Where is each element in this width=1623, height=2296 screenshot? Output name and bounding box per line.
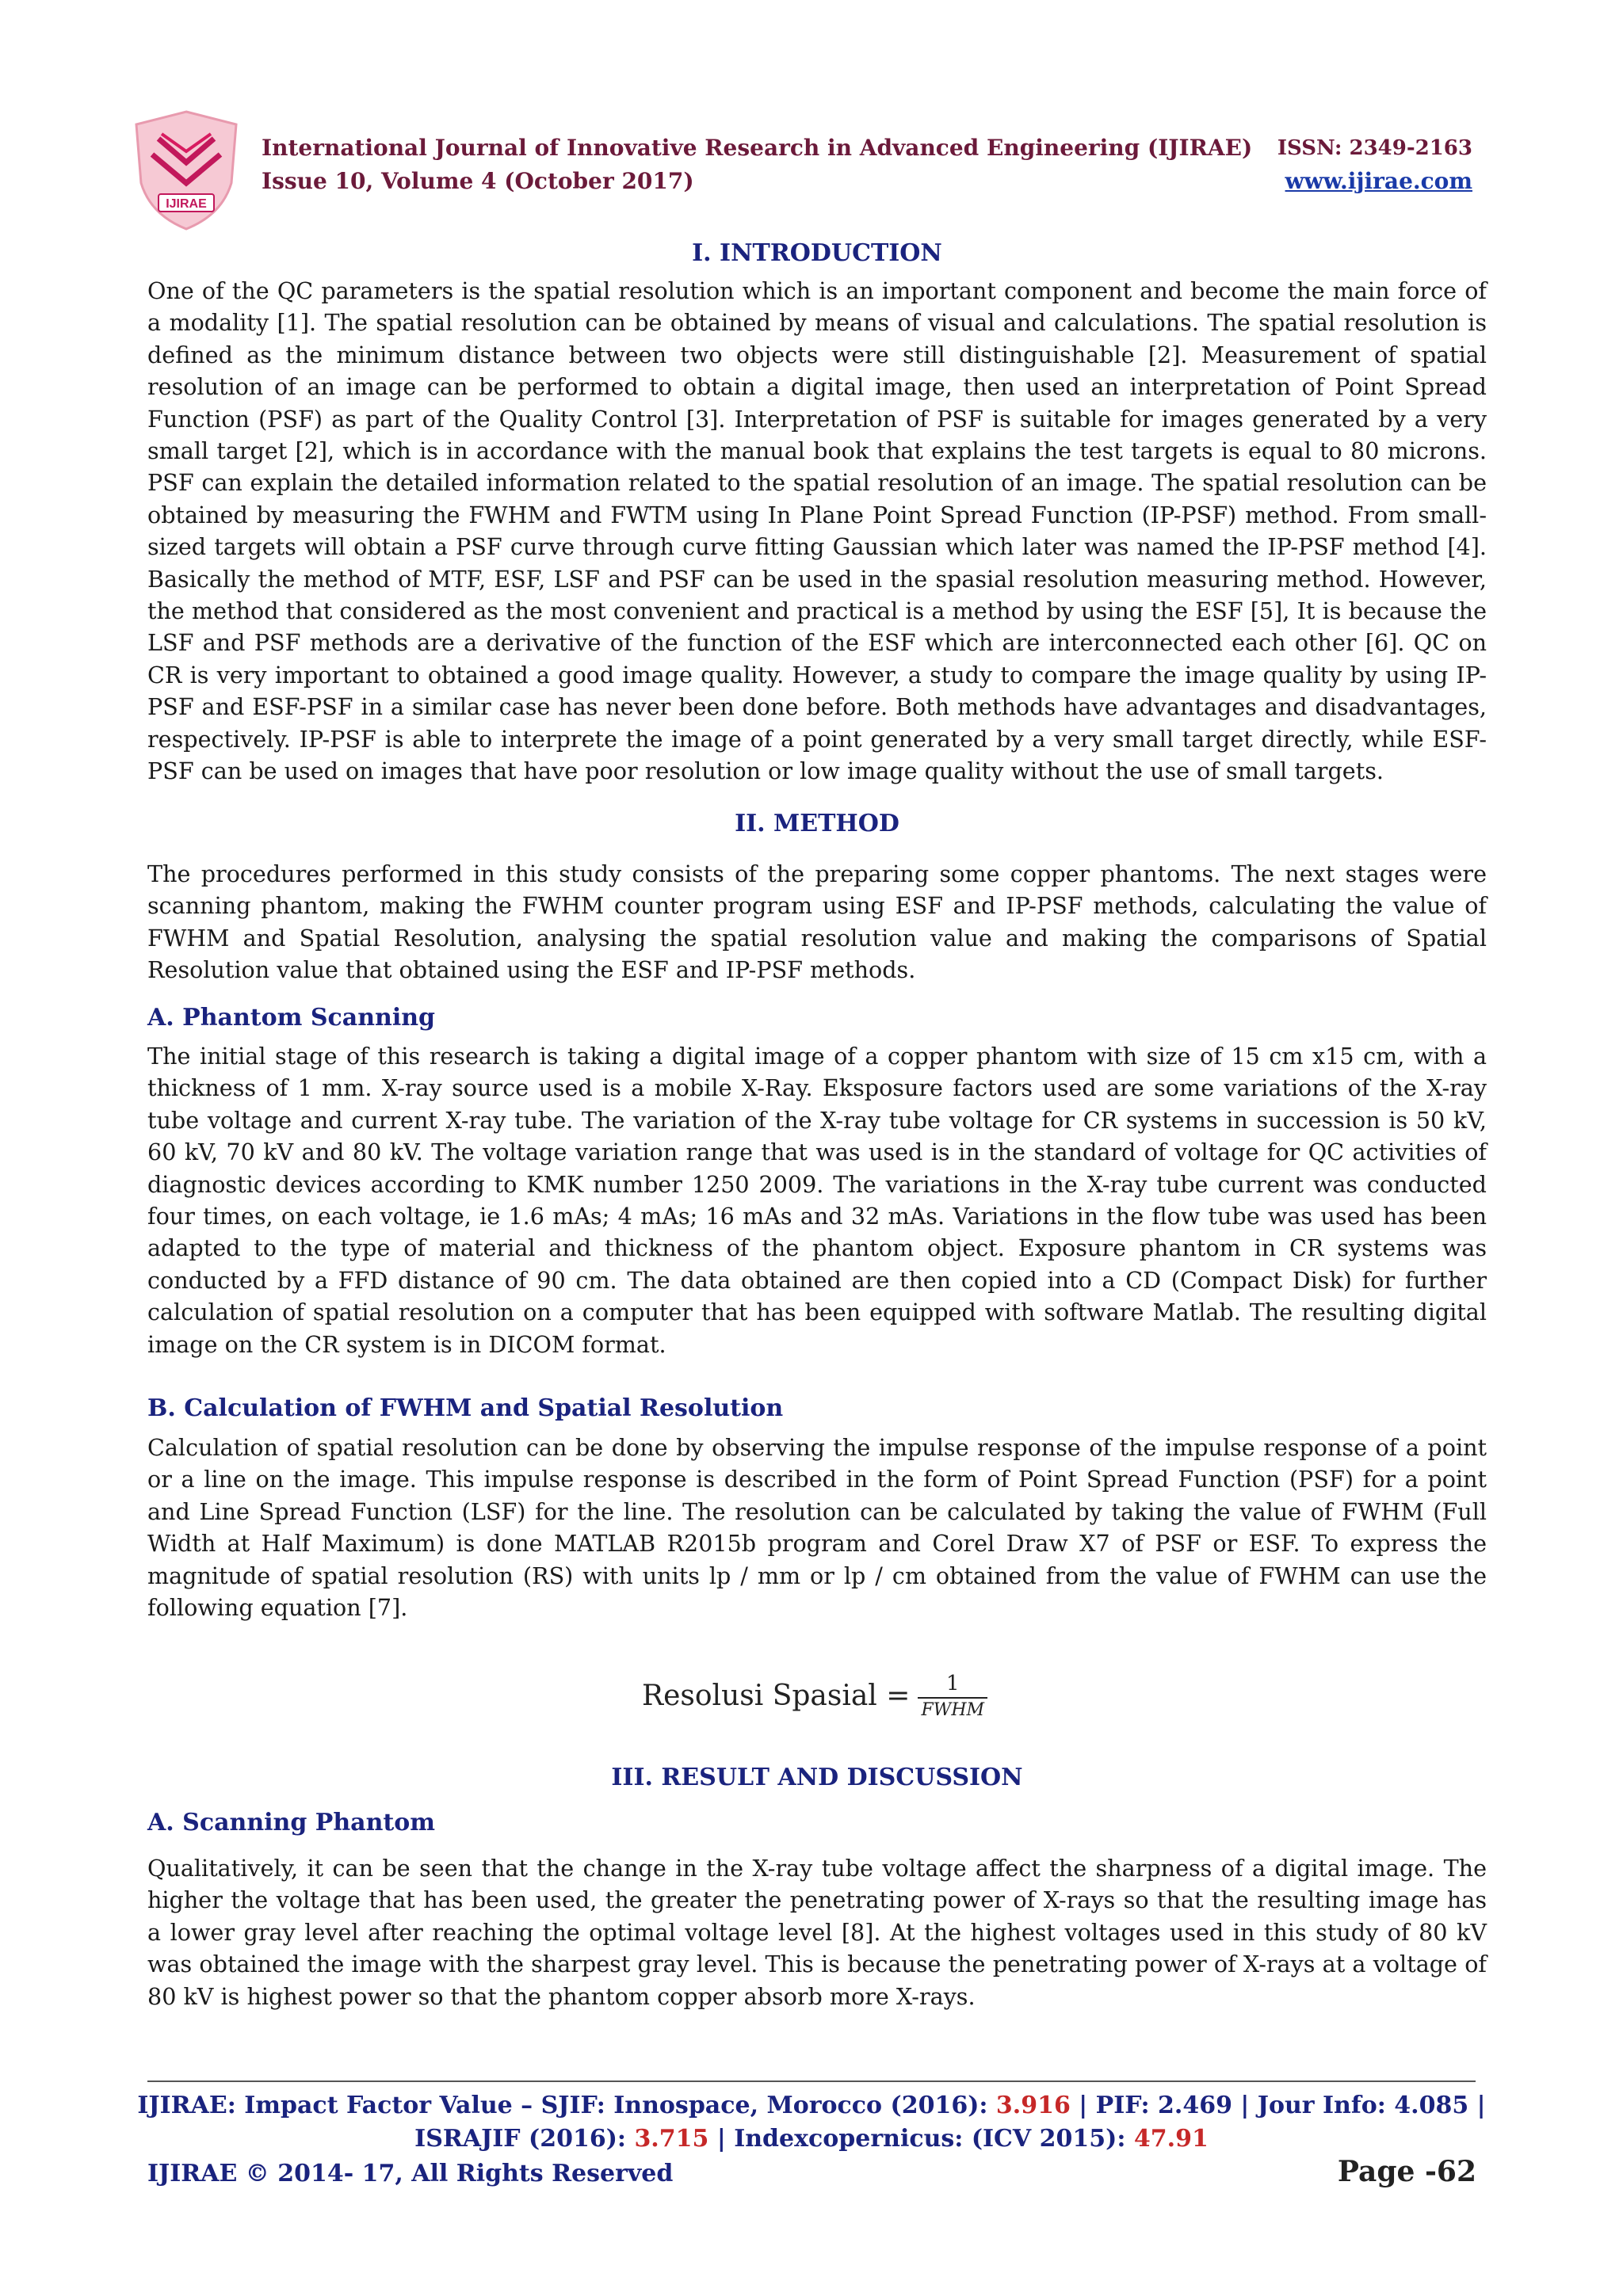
- equation-denominator: FWHM: [921, 1699, 985, 1720]
- subsection-title-phantom-scanning: A. Phantom Scanning: [147, 1004, 436, 1032]
- equation-lhs: Resolusi Spasial =: [642, 1679, 911, 1712]
- subsection-title-scanning-phantom: A. Scanning Phantom: [147, 1809, 436, 1836]
- introduction-paragraph: One of the QC parameters is the spatial resolution which is an important component and become the main force of a modality [1]. The spatial resolution can be obtained by means of visual and calculations. The spatial resolution is defined as the minimum distance between two objects were still distinguishable [2]. Measurement of spatial resolution of an image can be performed to obtain a digital image, then used an interpretation of Point Spread Function (PSF) as part of the Quality Control [3]. Interpretation of PSF is suitable for images generated by a very small target [2], which is in accordance with the manual book that explains the test targets is equal to 80 microns. PSF can explain the detailed information related to the spatial resolution of an image. The spatial resolution can be obtained by measuring the FWHM and FWTM using In Plane Point Spread Function (IP-PSF) method. From small-sized targets will obtain a PSF curve through curve fitting Gaussian which later was named the IP-PSF method [4]. Basically the method of MTF, ESF, LSF and PSF can be used in the spasial resolution measuring method. However, the method that considered as the most convenient and practical is a method by using the ESF [5], It is because the LSF and PSF methods are a derivative of the function of the ESF which are interconnected each other [6]. QC on CR is very important to obtained a good image quality. However, a study to compare the image quality by using IP-PSF and ESF-PSF in a similar case has never been done before. Both methods have advantages and disadvantages, respectively. IP-PSF is able to interprete the image of a point generated by a very small target directly, while ESF-PSF can be used on images that have poor resolution or low image quality without the use of small targets.: [147, 277, 1487, 785]
- footer-impact-line-2: [0, 2125, 1623, 2153]
- copyright: IJIRAE © 2014- 17, All Rights Reserved: [147, 2160, 674, 2187]
- section-title-introduction: I. INTRODUCTION: [692, 239, 942, 267]
- journal-title: International Journal of Innovative Research in Advanced Engineering (IJIRAE): [262, 135, 1253, 161]
- equation-fraction: [918, 1672, 987, 1720]
- journal-url-link[interactable]: www.ijirae.com: [1285, 168, 1472, 194]
- footer-text: | PIF: 2.469 | Jour Info: 4.085 |: [1070, 2092, 1486, 2119]
- footer-text: ISRAJIF (2016):: [414, 2125, 635, 2153]
- issue-volume: Issue 10, Volume 4 (October 2017): [262, 168, 694, 194]
- footer-text: IJIRAE: Impact Factor Value – SJIF: Innospace, Morocco (2016):: [137, 2092, 996, 2119]
- footer-text: | Indexcopernicus: (ICV 2015):: [708, 2125, 1134, 2153]
- spatial-resolution-equation: [642, 1664, 987, 1727]
- scanning-phantom-paragraph: Qualitatively, it can be seen that the change in the X-ray tube voltage affect the sharpness of a digital image. The higher the voltage that has been used, the greater the penetrating power of X-rays so that the resulting image has a lower gray level after reaching the optimal voltage level [8]. At the highest voltages used in this study of 80 kV was obtained the image with the sharpest gray level. This is because the penetrating power of X-rays at a voltage of 80 kV is highest power so that the phantom copper absorb more X-rays.: [147, 1855, 1487, 2010]
- page-number: Page -62: [1337, 2155, 1476, 2188]
- fraction-bar: [918, 1697, 987, 1699]
- fwhm-calculation-paragraph: Calculation of spatial resolution can be done by observing the impulse response of the impulse response of a point or a line on the image. This impulse response is described in the form of Point Spread Function (PSF) for a point and Line Spread Function (LSF) for the line. The resolution can be calculated by taking the value of FWHM (Full Width at Half Maximum) is done MATLAB R2015b program and Corel Draw X7 of PSF or ESF. To express the magnitude of spatial resolution (RS) with units lp / mm or lp / cm obtained from the value of FWHM can use the following equation [7].: [147, 1434, 1487, 1622]
- logo-text: IJIRAE: [166, 197, 207, 211]
- journal-logo: [127, 107, 246, 234]
- phantom-scanning-paragraph: The initial stage of this research is taking a digital image of a copper phantom with size of 15 cm x15 cm, with a thickness of 1 mm. X-ray source used is a mobile X-Ray. Eksposure factors used are some variations of the X-ray tube voltage and current X-ray tube. The variation of the X-ray tube voltage for CR systems in succession is 50 kV, 60 kV, 70 kV and 80 kV. The voltage variation range that was used is in the standard of voltage for QC activities of diagnostic devices according to KMK number 1250 2009. The variations in the X-ray tube current was conducted four times, on each voltage, ie 1.6 mAs; 4 mAs; 16 mAs and 32 mAs. Variations in the flow tube was used has been adapted to the type of material and thickness of the phantom object. Exposure phantom in CR systems was conducted by a FFD distance of 90 cm. The data obtained are then copied into a CD (Compact Disk) for further calculation of spatial resolution on a computer that has been equipped with software Matlab. The resulting digital image on the CR system is in DICOM format.: [147, 1043, 1487, 1358]
- icv-value: 47.91: [1133, 2125, 1209, 2153]
- israjif-value: 3.715: [634, 2125, 709, 2153]
- section-title-result-discussion: III. RESULT AND DISCUSSION: [611, 1764, 1023, 1791]
- method-paragraph: The procedures performed in this study consists of the preparing some copper phantoms. The next stages were scanning phantom, making the FWHM counter program using ESF and IP-PSF methods, calculating the value of FWHM and Spatial Resolution, analysing the spatial resolution value and making the comparisons of Spatial Resolution value that obtained using the ESF and IP-PSF methods.: [147, 860, 1487, 984]
- issn: ISSN: 2349-2163: [1277, 136, 1472, 160]
- sjif-value: 3.916: [995, 2092, 1071, 2119]
- footer-divider: [147, 2081, 1476, 2082]
- footer-impact-line-1: [0, 2092, 1623, 2119]
- subsection-title-fwhm-calculation: B. Calculation of FWHM and Spatial Resolution: [147, 1394, 784, 1422]
- equation-numerator: 1: [945, 1671, 960, 1695]
- section-title-method: II. METHOD: [735, 810, 899, 837]
